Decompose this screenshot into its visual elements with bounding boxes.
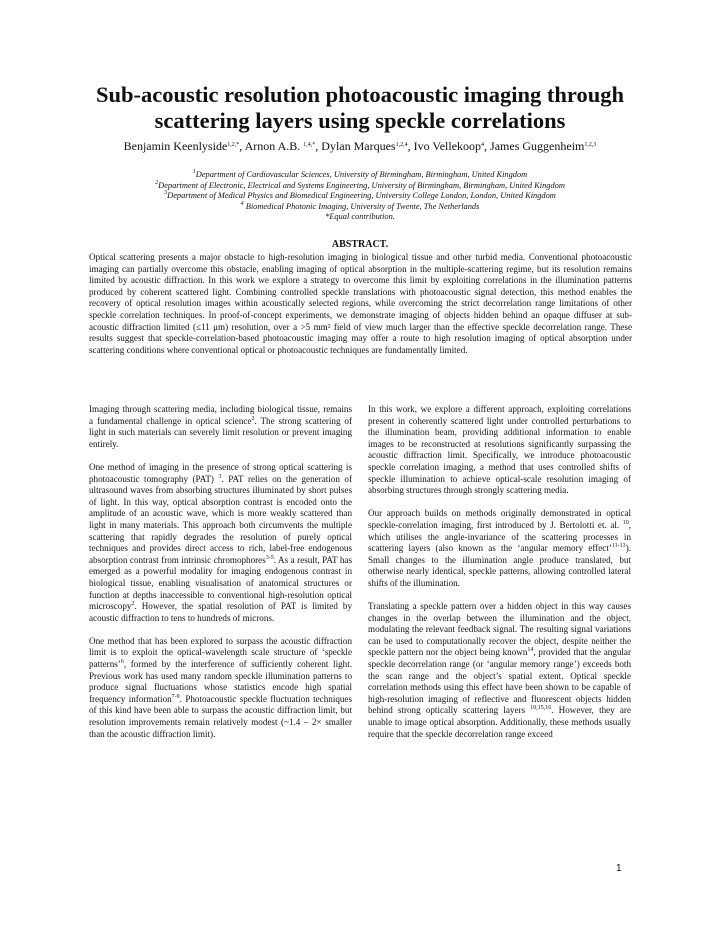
affiliation-mark: 4 [240, 200, 244, 207]
citation-mark: 14 [527, 647, 534, 654]
author-list: Benjamin Keenlyside$^{1,2,*}$, Arnon A.B. $^{1,4,*}$, Dylan Marques$^{1,2,4}$, Ivo Vellekoop$^4$, James Guggenheim$^{1,2,3}$ [123, 139, 597, 153]
body-paragraph: In this work, we explore a different approach, exploiting correlations present in coherently scattered light under controlled perturbations to the illumination beam, providing additional information to enable images to be reconstructed at resolutions significantly surpassing the acoustic diffraction limit. Specifically, we introduce photoacoustic speckle correlation imaging, a method that uses controlled shifts of speckle illumination to achieve optical-scale resolution imaging of absorbing structures through strongly scattering media. [368, 404, 631, 496]
citation-mark: 2 [131, 601, 135, 608]
author-name: Benjamin Keenlyside [123, 139, 228, 153]
equal-contribution-note: *Equal contribution. [325, 212, 395, 222]
affiliation-text: Department of Medical Physics and Biomedical Engineering, University College London, London, United Kingdom [167, 191, 556, 201]
affiliation-mark: 2 [155, 179, 159, 186]
author-affiliation-mark: 1,2,* [227, 142, 240, 148]
citation-mark: 10 [622, 519, 629, 526]
abstract-text: Optical scattering presents a major obstacle to high-resolution imaging in biological tissue and other turbid media. Conventional photoacoustic imaging can partially overcome this obstacle, enabling imaging of optical absorption in the multiple-scattering regime, but its resolution remains limited by acoustic diffraction. In this work we explore a strategy to overcome this limit by exploiting correlations in the illumination patterns produced by coherent scattered light. Combining controlled speckle translations with photoacoustic signal detection, this method enables the recovery of optical resolution images within acoustically selected regions, while overcoming the strict decorrelation range limitations of other speckle correlation techniques. In proof-of-concept experiments, we demonstrate imaging of objects hidden behind an opaque diffuser at sub-acoustic diffraction limited (≤11 μm) resolution, over a >5 mm² field of view much larger than the effective speckle decorrelation range. These results suggest that speckle-correlation-based photoacoustic imaging may offer a route to high resolution imaging of optical absorption under scattering conditions where conventional optical or photoacoustic techniques are fundamentally limited. [89, 252, 632, 355]
affiliation-line [60, 170, 660, 181]
author-name: Ivo Vellekoop [413, 139, 482, 153]
body-paragraph: Imaging through scattering media, including biological tissue, remains a fundamental challenge in optical science$^2$. The strong scattering of light in such materials can severely limit resolution or prevent imaging entirely. [89, 404, 352, 449]
citation-mark: 10,15,16 [530, 705, 552, 712]
page-number: 1 [616, 863, 622, 874]
affiliation-line [60, 202, 660, 213]
citation-mark: 2 [251, 415, 255, 422]
author-affiliation-mark: 1,4,* [303, 142, 316, 148]
body-paragraph: Translating a speckle pattern over a hidden object in this way causes changes in the overlap between the illumination and the object, modulating the relevant feedback signal. The resulting signal variations can be used to computationally recover the object, despite neither the speckle pattern nor the object being known$^{14}$, provided that the angular speckle decorrelation range (or ‘angular memory range’) exceeds both the scan range and the object’s spatial extent. Optical speckle correlation methods using this effect have been shown to be capable of high-resolution imaging of reflective and fluorescent objects hidden behind strong optically scattering layers $^{10,15,16}$. However, they are unable to image optical absorption. Additionally, these methods usually require that the speckle decorrelation range exceed [368, 601, 631, 739]
affiliation-line [60, 181, 660, 192]
author-affiliation-mark: 1,2,3 [584, 142, 597, 148]
affiliation-mark: 1 [192, 169, 196, 175]
author-affiliation-mark: 1,2,4 [395, 142, 408, 148]
left-column [89, 404, 352, 752]
body-paragraph: Our approach builds on methods originally demonstrated in optical speckle-correlation imaging, first introduced by J. Bertolotti et. al. $^{10}$, which utilises the angle-invariance of the scattering processes in scattering layers (also known as the ‘angular memory effect’$^{11-13}$). Small changes to the illumination angle produce translated, but otherwise nearly identical, speckle patterns, allowing controlled lateral shifts of the illumination. [368, 508, 631, 588]
affiliation-mark: 3 [164, 190, 168, 197]
affiliation-text: Department of Electronic, Electrical and Systems Engineering, University of Birmingham, Birmingham, United Kingdom [158, 180, 565, 190]
citation-mark: 7-9 [171, 693, 180, 700]
affiliation-list [60, 170, 660, 223]
author-affiliation-mark: 4 [481, 142, 485, 148]
right-column [368, 404, 631, 752]
citation-mark: 3 [218, 473, 222, 480]
affiliation-line [60, 191, 660, 202]
author-name: Dylan Marques [321, 139, 396, 153]
citation-mark: 11-13 [611, 543, 626, 550]
abstract-heading: ABSTRACT. [331, 239, 389, 250]
citation-mark: 3-5 [265, 554, 274, 561]
author-name: Arnon A.B. [244, 139, 304, 153]
citation-mark: 6 [120, 659, 124, 666]
body-paragraph: One method that has been explored to surpass the acoustic diffraction limit is to exploit the optical-wavelength scale structure of ‘speckle patterns’$^6$, formed by the interference of sufficiently coherent light. Previous work has used many random speckle illumination patterns to produce signal fluctuations whose statistics encode high spatial frequency information$^{7-9}$. Photoacoustic speckle fluctuation techniques of this kind have been able to surpass the acoustic diffraction limit, but resolution improvements remain relatively modest (~1.4 – 2× smaller than the acoustic diffraction limit). [89, 635, 353, 739]
body-paragraph: One method of imaging in the presence of strong optical scattering is photoacoustic tomography (PAT) $^3$. PAT relies on the generation of ultrasound waves from absorbing structures illuminated by short pulses of light. In this way, optical absorption contrast is encoded onto the amplitude of an acoustic wave, which is more weakly scattered than light in many materials. This approach both circumvents the multiple scattering that rapidly degrades the resolution of purely optical techniques and provides direct access to rich, label-free endogenous absorption contrast from intrinsic chromophores$^{3-5}$. As a result, PAT has emerged as a powerful modality for imaging endogenous contrast in biological tissue, enabling visualisation of anatomical structures or function at depths inaccessible to conventional high-resolution optical microscopy$^2$. However, the spatial resolution of PAT is limited by acoustic diffraction to tens to hundreds of microns. [89, 461, 352, 623]
paper-title: Sub-acoustic resolution photoacoustic imaging through scattering layers using speckle correlations [96, 82, 624, 133]
affiliation-text: Biomedical Photonic Imaging, University of Twente, The Netherlands [243, 201, 480, 211]
author-name: James Guggenheim [490, 139, 585, 153]
affiliation-text: Department of Cardiovascular Sciences, University of Birmingham, Birmingham, United Kingdom [195, 170, 528, 179]
